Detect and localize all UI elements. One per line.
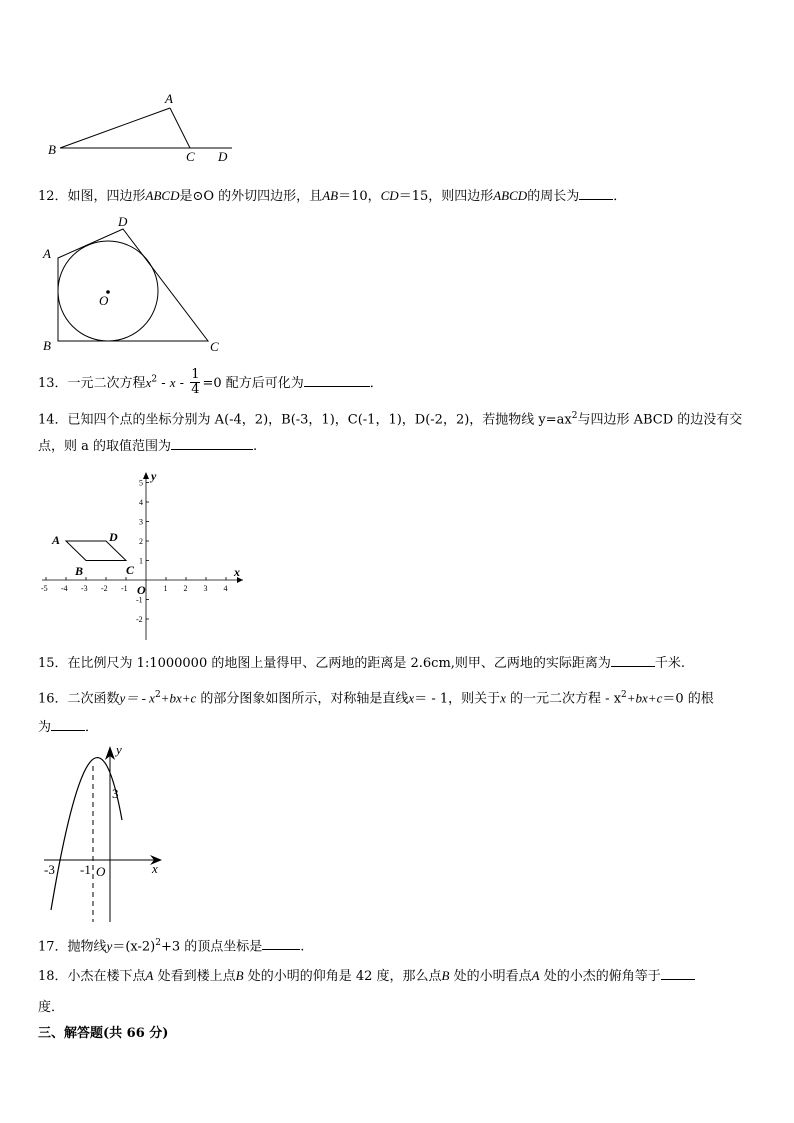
figure-q12 — [38, 213, 228, 353]
label-c: C — [186, 149, 195, 164]
y-tick-label: -1 — [136, 595, 143, 605]
x-tick-label: -3 — [81, 584, 88, 593]
axis-x-label: x — [152, 861, 158, 876]
label-c: C — [126, 563, 135, 577]
question-14-line1: 14．已知四个点的坐标分别为 A(-4，2)，B(-3，1)，C(-1，1)，D(-2，2)，若抛物线 $y=ax^2$与四边形 ABCD 的边没有交 — [38, 411, 743, 428]
y-tick-label: 2 — [139, 537, 143, 546]
label-a: A — [43, 246, 51, 261]
y-intercept-label: 3 — [112, 786, 119, 801]
figure-q16 — [38, 740, 168, 925]
y-tick-label: 1 — [139, 556, 143, 566]
label-d: D — [218, 149, 228, 164]
label-b: B — [43, 338, 51, 353]
x-tick-label: 4 — [223, 584, 228, 593]
tick-minus-1: -1 — [80, 862, 91, 877]
label-c: C — [210, 339, 219, 353]
question-16-line2: 为 ． — [38, 720, 99, 735]
answer-blank[interactable] — [262, 937, 300, 950]
question-18-line2: 度． — [38, 1000, 65, 1015]
label-o: O — [99, 293, 109, 308]
figure-q14 — [38, 468, 253, 644]
answer-blank[interactable] — [579, 187, 613, 200]
label-b: B — [75, 564, 84, 578]
question-16-line1: 16．二次函数$y= - x^2+bx+c$ 的部分图象如图所示，对称轴是直线x＝ - 1，则关于x 的一元二次方程 - $x^2+bx+c=0$ 的根 — [38, 690, 714, 707]
question-18-line1: 18．小杰在楼下点A 处看到楼上点B 处的小明的仰角是 42 度，那么点B 处的小明看点A 处的小杰的俯角等于 — [38, 967, 695, 986]
label-a: A — [52, 533, 61, 547]
question-14-line2: 点，则 a 的取值范围为 . — [38, 439, 258, 454]
axis-y-label: y — [151, 469, 157, 483]
origin-label: O — [96, 864, 106, 879]
question-13: 13．一元二次方程$x^2$ - x - $\frac{1}{4}$ =0 配方后可化为 ． — [38, 367, 383, 397]
axis-y-label: y — [116, 742, 122, 757]
x-tick-label: 2 — [183, 584, 188, 593]
question-12: 12．如图，四边形ABCD是⊙O 的外切四边形，且AB＝10，CD＝15，则四边形ABCD的周长为 ． — [38, 188, 627, 204]
answer-blank[interactable] — [661, 967, 695, 980]
answer-blank[interactable] — [171, 437, 253, 450]
answer-blank[interactable] — [304, 374, 370, 387]
x-tick-label: -2 — [101, 584, 108, 593]
label-b: B — [48, 142, 56, 157]
origin-label: O — [137, 583, 146, 597]
y-tick-label: 3 — [139, 517, 143, 527]
x-tick-label: -1 — [121, 584, 128, 593]
y-tick-label: -2 — [136, 615, 143, 624]
x-tick-label: -4 — [61, 584, 68, 593]
figure-q11 — [40, 88, 250, 168]
question-15: 15．在比例尺为 1:1000000 的地图上量得甲、乙两地的距离是 2.6cm,则甲、乙两地的实际距离为 千米. — [38, 656, 686, 671]
x-tick-label: -5 — [41, 584, 48, 593]
label-d: D — [118, 214, 128, 229]
question-17: 17．抛物线$y=(x-2)^2+3$ 的顶点坐标是 . — [38, 938, 305, 955]
section-heading: 三、解答题(共 66 分) — [38, 1026, 169, 1041]
y-tick-label: 4 — [139, 498, 143, 507]
axis-x-label: x — [234, 565, 240, 579]
label-a: A — [165, 91, 173, 106]
y-tick-label: 5 — [139, 478, 143, 488]
x-tick-label: 3 — [203, 584, 208, 593]
x-tick-label: 1 — [163, 584, 168, 593]
answer-blank[interactable] — [51, 718, 85, 731]
label-d: D — [109, 530, 118, 544]
answer-blank[interactable] — [611, 654, 655, 667]
fraction: $\frac{1}{4}$ — [191, 367, 200, 397]
tick-minus-3: -3 — [44, 862, 55, 877]
